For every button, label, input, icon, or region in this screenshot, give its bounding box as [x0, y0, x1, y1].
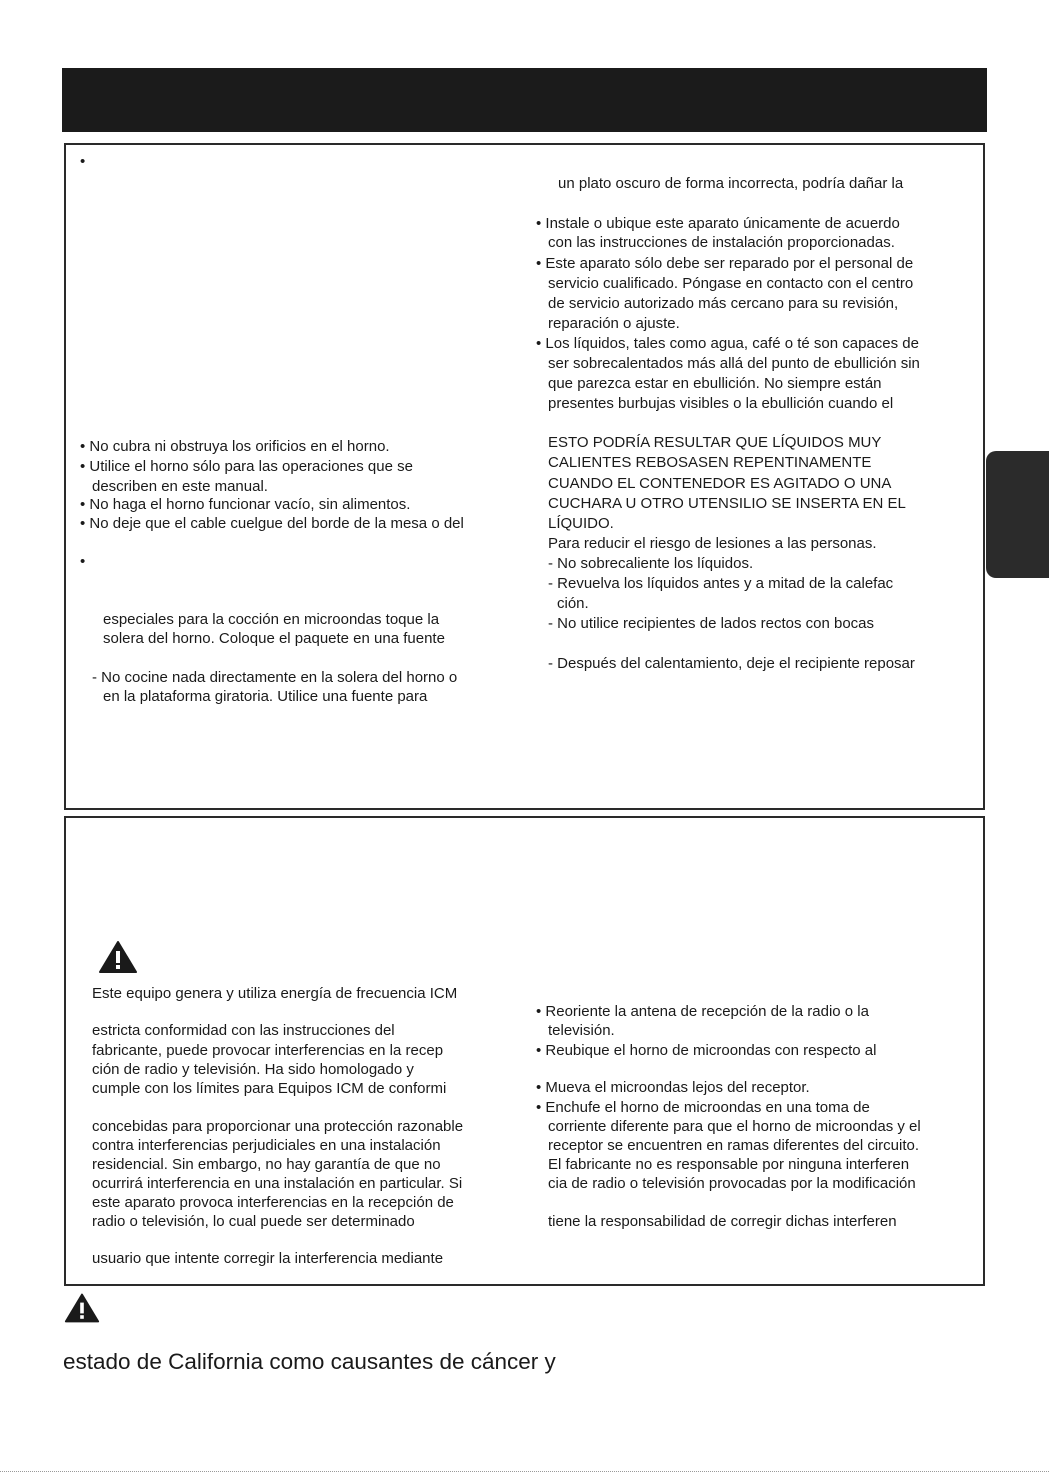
text-line: ción de radio y televisión. Ha sido homologado y [92, 1061, 414, 1078]
section-side-tab [986, 451, 1049, 578]
text-line: ESTO PODRÍA RESULTAR QUE LÍQUIDOS MUY [548, 434, 882, 451]
text-line: con las instrucciones de instalación proporcionadas. [548, 234, 895, 251]
text-line: tiene la responsabilidad de corregir dichas interferen [548, 1213, 897, 1230]
text-line: CUANDO EL CONTENEDOR ES AGITADO O UNA [548, 475, 892, 492]
text-line: reparación o ajuste. [548, 315, 680, 332]
text-line: televisión. [548, 1022, 615, 1039]
text-line: CALIENTES REBOSASEN REPENTINAMENTE [548, 454, 872, 471]
text-line: • Los líquidos, tales como agua, café o té son capaces de [536, 335, 919, 352]
warning-triangle-icon [98, 940, 138, 974]
text-line: Para reducir el riesgo de lesiones a las personas. [548, 535, 877, 552]
text-line: fabricante, puede provocar interferencias en la recep [92, 1042, 444, 1059]
text-line: CUCHARA U OTRO UTENSILIO SE INSERTA EN EL [548, 495, 906, 512]
text-line: radio o televisión, lo cual puede ser determinado [92, 1213, 415, 1230]
text-line: • Este aparato sólo debe ser reparado por el personal de [536, 255, 914, 272]
text-line: - Revuelva los líquidos antes y a mitad de la calefac [548, 575, 894, 592]
warning-triangle-icon [64, 1292, 100, 1324]
text-line: • Utilice el horno sólo para las operaciones que se [80, 458, 413, 475]
text-line: - No sobrecaliente los líquidos. [548, 555, 754, 572]
text-line: - No utilice recipientes de lados rectos con bocas [548, 615, 875, 632]
text-line: este aparato provoca interferencias en la recepción de [92, 1194, 454, 1211]
text-line: usuario que intente corregir la interferencia mediante [92, 1250, 444, 1267]
text-line: • Instale o ubique este aparato únicamente de acuerdo [536, 215, 900, 232]
text-line: - No cocine nada directamente en la solera del horno o [92, 669, 458, 686]
text-line: El fabricante no es responsable por ninguna interferen [548, 1156, 910, 1173]
text-line: solera del horno. Coloque el paquete en una fuente [103, 630, 445, 647]
text-line: que parezca estar en ebullición. No siempre están [548, 375, 882, 392]
text-line: corriente diferente para que el horno de microondas y el [548, 1118, 921, 1135]
text-line: describen en este manual. [92, 478, 268, 495]
text-line: Este equipo genera y utiliza energía de frecuencia ICM [92, 985, 458, 1002]
text-line: receptor se encuentren en ramas diferentes del circuito. [548, 1137, 920, 1154]
text-line: de servicio autorizado más cercano para su revisión, [548, 295, 899, 312]
text-line: - Después del calentamiento, deje el recipiente reposar [548, 655, 915, 672]
text-line: estricta conformidad con las instrucciones del [92, 1022, 395, 1039]
text-line: servicio cualificado. Póngase en contacto con el centro [548, 275, 914, 292]
text-line: ser sobrecalentados más allá del punto de ebullición sin [548, 355, 920, 372]
text-line: • Enchufe el horno de microondas en una toma de [536, 1099, 870, 1116]
text-line: residencial. Sin embargo, no hay garantía de que no [92, 1156, 441, 1173]
text-line: cia de radio o televisión provocadas por la modificación [548, 1175, 916, 1192]
bullet-marker: • [80, 153, 86, 170]
text-line: un plato oscuro de forma incorrecta, podría dañar la [558, 175, 904, 192]
text-line: • No deje que el cable cuelgue del borde de la mesa o del [80, 515, 464, 532]
text-line: • No cubra ni obstruya los orificios en el horno. [80, 438, 390, 455]
page-bottom-rule [0, 1471, 1049, 1472]
text-line: presentes burbujas visibles o la ebullición cuando el [548, 395, 894, 412]
text-line: • Mueva el microondas lejos del receptor. [536, 1079, 810, 1096]
text-line: en la plataforma giratoria. Utilice una fuente para [103, 688, 428, 705]
text-line: LÍQUIDO. [548, 515, 614, 532]
bullet-marker: • [80, 553, 86, 570]
text-line: especiales para la cocción en microondas toque la [103, 611, 440, 628]
text-line: cumple con los límites para Equipos ICM de conformi [92, 1080, 447, 1097]
footer-warning-text: estado de California como causantes de cáncer y [63, 1348, 556, 1374]
text-line: concebidas para proporcionar una protección razonable [92, 1118, 464, 1135]
text-line: ción. [557, 595, 589, 612]
text-line: • Reoriente la antena de recepción de la radio o la [536, 1003, 869, 1020]
text-line: • Reubique el horno de microondas con respecto al [536, 1042, 877, 1059]
text-line: ocurrirá interferencia en una instalación en particular. Si [92, 1175, 463, 1192]
section-header-bar [62, 68, 987, 132]
text-line: contra interferencias perjudiciales en una instalación [92, 1137, 441, 1154]
text-line: • No haga el horno funcionar vacío, sin alimentos. [80, 496, 411, 513]
